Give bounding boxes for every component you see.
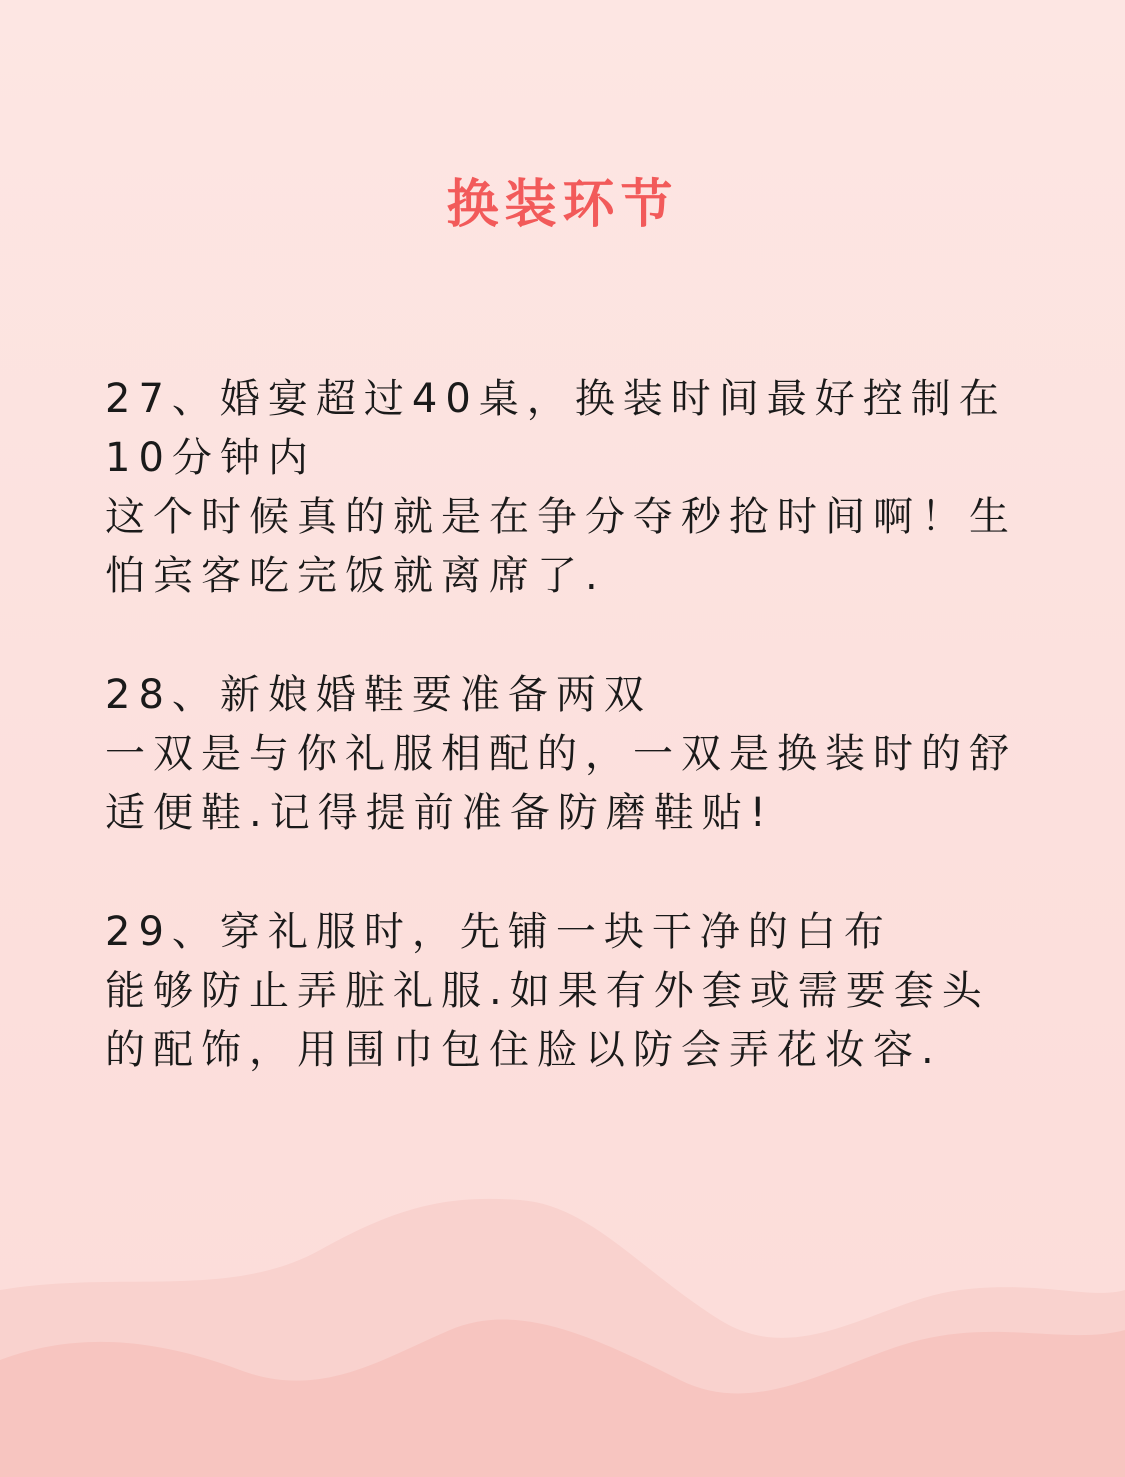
tip-heading: 29、穿礼服时，先铺一块干净的白布 xyxy=(105,909,892,955)
tip-body: 一双是与你礼服相配的，一双是换装时的舒适便鞋.记得提前准备防磨鞋贴! xyxy=(105,731,1017,836)
tip-heading: 27、婚宴超过40桌，换装时间最好控制在10分钟内 xyxy=(105,376,1007,481)
tips-list xyxy=(105,370,1020,1140)
tip-heading: 28、新娘婚鞋要准备两双 xyxy=(105,672,652,718)
page-title: 换装环节 xyxy=(446,175,679,235)
tip-29 xyxy=(105,903,1020,1080)
tip-body: 能够防止弄脏礼服.如果有外套或需要套头的配饰，用围巾包住脸以防会弄花妆容. xyxy=(105,968,990,1073)
tip-body: 这个时候真的就是在争分夺秒抢时间啊！生怕宾客吃完饭就离席了. xyxy=(105,494,1017,599)
tip-27 xyxy=(105,370,1020,606)
tip-28 xyxy=(105,666,1020,843)
